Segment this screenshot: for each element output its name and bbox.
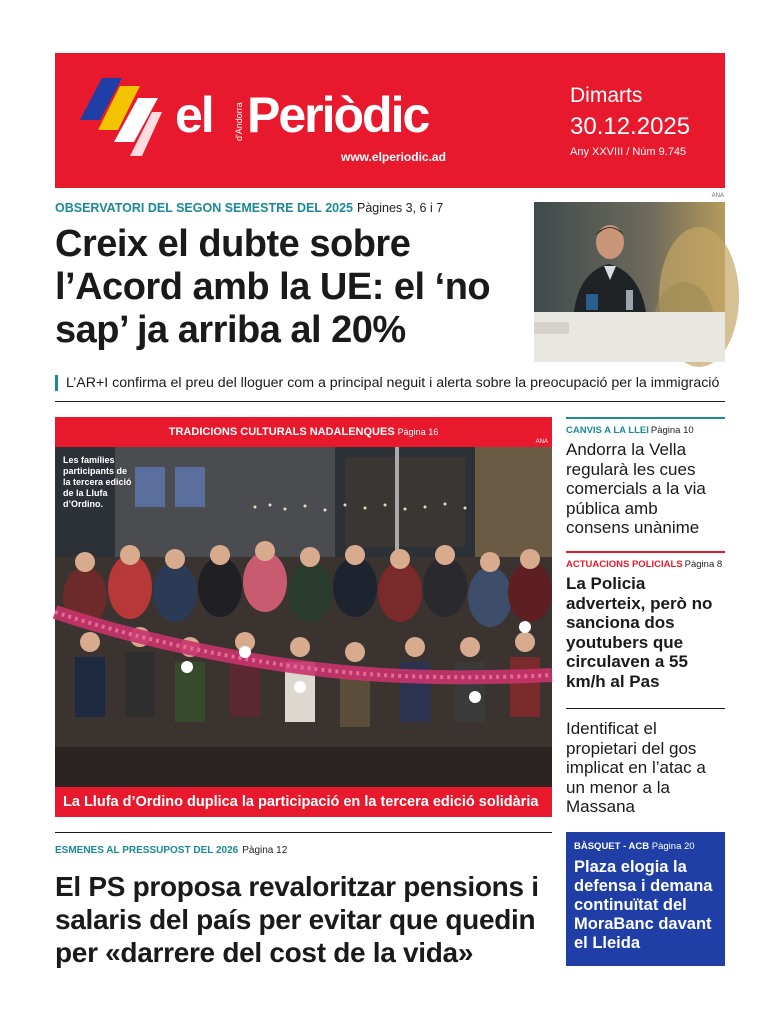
side-story-1-kicker-text: CANVIS A LA LLEI [566,425,649,436]
bottom-pages: Pàgina 12 [242,845,288,856]
lead-headline[interactable]: Creix el dubte sobre l’Acord amb la UE: el ‘no sap’ ja arriba al 20% [55,223,491,351]
lead-kicker-text: OBSERVATORI DEL SEGON SEMESTRE DEL 2025 [55,201,353,215]
side-story-2-kicker-text: ACTUACIONS POLICIALS [566,559,683,570]
side-story-4-kicker [574,841,717,852]
date: 30.12.2025 [570,113,691,140]
side-story-2-kicker [566,559,725,570]
lead-pages: Pàgines 3, 6 i 7 [357,201,444,215]
divider [55,401,725,402]
lead-photo[interactable] [534,193,725,362]
lead-kicker[interactable] [55,201,443,215]
date-day: Dimarts [570,84,643,107]
side-story-1-title: Andorra la Vella regularà les cues comercials a la via pública amb consens unànime [566,440,706,537]
side-story-4[interactable] [566,832,725,966]
side-story-3[interactable] [566,708,725,817]
side-story-4-title: Plaza elogia la defensa i demana continuïtat del MoraBanc davant el Lleida [574,858,713,952]
side-story-2-title: La Policia adverteix, però no sanciona dos youtubers que circulaven a 55 km/h al Pas [566,574,713,691]
press-conference-photo-icon [534,202,725,362]
side-story-3-title: Identificat el propietari del gos implicat en l’atac a un menor a la Massana [566,719,706,816]
website-link[interactable]: www.elperiodic.ad [341,150,446,164]
feature-pages: Pàgina 16 [397,427,439,437]
side-story-1[interactable] [566,417,725,538]
brand-prefix: el [175,87,213,143]
feature-photo-credit: ANA [535,439,548,445]
side-story-4-kicker-text: BÀSQUET - ACB [574,841,650,852]
bottom-headline[interactable]: El PS proposa revaloritzar pensions i salaris del país per evitar que quedin per «darrere del cost de la vida» [55,871,539,968]
lead-photo-credit: ANA [711,193,724,199]
feature-headline[interactable]: La Llufa d’Ordino duplica la participació en la tercera edició solidària [55,787,552,817]
divider [55,832,552,833]
feature-kicker: TRADICIONS CULTURALS NADALENQUES [168,426,395,438]
andorra-flag-logo-icon [80,78,162,158]
lead-subtitle: L’AR+I confirma el preu del lloguer com a principal neguit i alerta sobre la preocupació per la immigració [55,375,719,391]
brand-vertical-text: d'Andorra [234,102,244,141]
side-story-1-kicker [566,425,725,436]
side-story-1-pages: Pàgina 10 [650,425,694,436]
side-story-2-pages: Pàgina 8 [684,559,723,570]
bottom-kicker[interactable] [55,845,287,856]
feature-kicker-bar[interactable] [55,417,552,447]
brand-name: Periòdic [247,87,429,143]
side-story-2[interactable] [566,551,725,691]
side-story-4-pages: Pàgina 20 [651,841,695,852]
feature-photo[interactable] [55,439,552,787]
masthead [55,53,725,188]
bottom-kicker-text: ESMENES AL PRESSUPOST DEL 2026 [55,845,239,856]
issue-number: Any XXVIII / Núm 9.745 [570,146,687,158]
feature-photo-caption: Les famílies participants de la tercera edició de la Llufa d’Ordino. [63,455,132,509]
